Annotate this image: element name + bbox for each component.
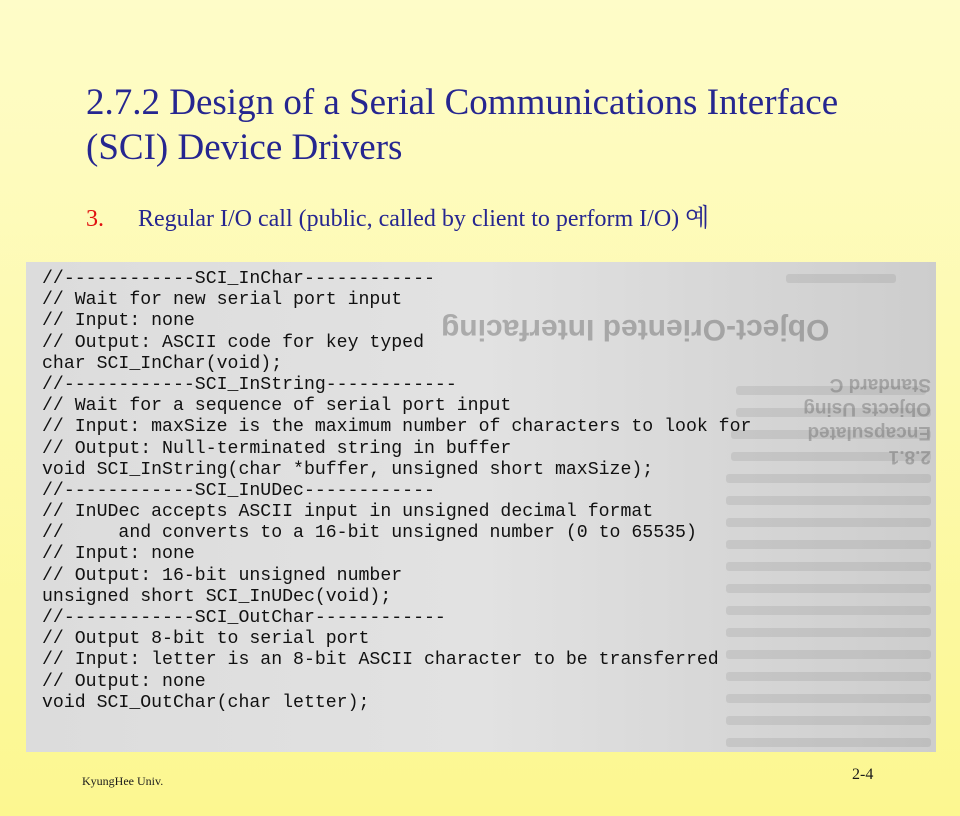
bullet-suffix: 예 bbox=[685, 203, 710, 232]
bullet-number: 3. bbox=[86, 206, 104, 232]
slide-title: 2.7.2 Design of a Serial Communications Interface (SCI) Device Drivers bbox=[86, 82, 839, 168]
code-line: // Output: ASCII code for key typed bbox=[42, 332, 424, 353]
code-line: // Input: letter is an 8-bit ASCII character to be transferred bbox=[42, 650, 719, 671]
code-line: // Input: none bbox=[42, 544, 195, 565]
page-number: 2-4 bbox=[852, 766, 874, 783]
code-line: // Input: none bbox=[42, 311, 195, 332]
code-line: // InUDec accepts ASCII input in unsigned decimal format bbox=[42, 502, 654, 523]
code-scan-image bbox=[26, 262, 936, 752]
code-line: // Input: maxSize is the maximum number of characters to look for bbox=[42, 417, 752, 438]
footer-university: KyungHee Univ. bbox=[82, 774, 164, 788]
code-line: //------------SCI_InString------------ bbox=[42, 374, 457, 395]
code-line: // Wait for new serial port input bbox=[42, 290, 403, 311]
code-line: // Wait for a sequence of serial port input bbox=[42, 396, 512, 417]
code-line: //------------SCI_OutChar------------ bbox=[42, 608, 446, 628]
code-line: //------------SCI_InChar------------ bbox=[42, 269, 435, 289]
code-line: // Output 8-bit to serial port bbox=[42, 629, 370, 650]
code-line: void SCI_InString(char *buffer, unsigned short maxSize); bbox=[42, 459, 654, 480]
code-line: char SCI_InChar(void); bbox=[42, 353, 283, 374]
code-line: //------------SCI_InUDec------------ bbox=[42, 480, 435, 501]
code-line: // Output: 16-bit unsigned number bbox=[42, 565, 403, 586]
code-line: unsigned short SCI_InUDec(void); bbox=[42, 586, 392, 607]
code-line: void SCI_OutChar(char letter); bbox=[42, 692, 370, 713]
bullet-text: Regular I/O call (public, called by client to perform I/O) bbox=[138, 206, 686, 232]
code-line: // and converts to a 16-bit unsigned number (0 to 65535) bbox=[42, 523, 697, 544]
bullet-item bbox=[86, 202, 926, 235]
code-line: // Output: Null-terminated string in buffer bbox=[42, 438, 512, 459]
code-listing bbox=[26, 262, 751, 714]
bleed-through-background: Object-Oriented Interfacing 2.8.1 Encapsulated Objects Using Standard C bbox=[26, 262, 936, 752]
code-line: // Output: none bbox=[42, 671, 206, 692]
